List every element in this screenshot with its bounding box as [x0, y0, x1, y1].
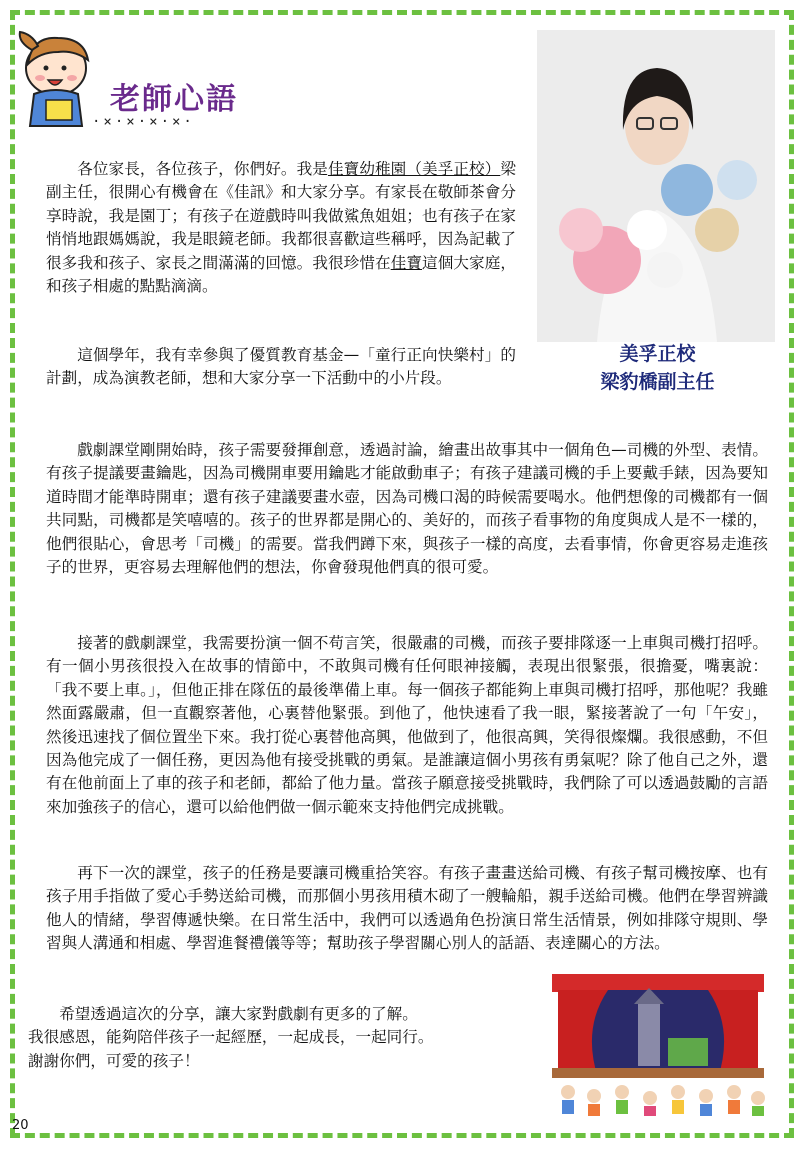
- closing-line-3: 謝謝你們，可愛的孩子！: [28, 1051, 200, 1070]
- paragraph-4: 接著的戲劇課堂，我需要扮演一個不苟言笑，很嚴肅的司機，而孩子要排隊逐一上車與司機打招呼。有一個小男孩很投入在故事的情節中，不敢與司機有任何眼神接觸，表現出很緊張，很擔憂，嘴裏說：「我不要上車。」，但他正排在隊伍的最後準備上車。每一個孩子都能夠上車與司機打招呼，那他呢？我雖然面露嚴肅，但一直觀察著他，心裏替他緊張。到他了，他快速看了我一眼，緊接著說了一句「午安」，然後迅速找了個位置坐下來。我打從心裏替他高興，他做到了，他很高興，笑得很燦爛。我很感動，不但因為他完成了一個任務，更因為他有接受挑戰的勇氣。是誰讓這個小男孩有勇氣呢？除了他自己之外，還有在他前面上了車的孩子和老師，都給了他力量。當孩子願意接受挑戰時，我們除了可以透過鼓勵的言語來加強孩子的信心，還可以給他們做一個示範來支持他們完成挑戰。: [46, 634, 768, 816]
- title-decoration: ·×·×·×·×·: [92, 114, 195, 130]
- paragraph-3: 戲劇課堂剛開始時，孩子需要發揮創意，透過討論，繪畫出故事其中一個角色—司機的外型、表情。有孩子提議要畫鑰匙，因為司機開車要用鑰匙才能啟動車子；有孩子建議司機的手上要戴手錶，因為要知道時間才能準時開車；還有孩子建議要畫水壺，因為司機口渴的時候需要喝水。他們想像的司機都有一個共同點，司機都是笑嘻嘻的。孩子的世界都是開心的、美好的，而孩子看事物的角度與成人是不一樣的，他們很貼心，會思考「司機」的需要。當我們蹲下來，與孩子一樣的高度，去看事情，你會更容易走進孩子的世界，更容易去理解他們的想法，你會發現他們真的很可愛。: [46, 441, 768, 577]
- closing-line-1: 希望透過這次的分享，讓大家對戲劇有更多的了解。: [59, 1005, 418, 1023]
- teacher-mascot-icon: [18, 28, 106, 128]
- profile-caption: [540, 340, 775, 396]
- paragraph-2: 這個學年，我有幸參與了優質教育基金—「童行正向快樂村」的計劃，成為演教老師，想和大家分享一下活動中的小片段。: [46, 346, 516, 388]
- paragraph-1: [46, 158, 516, 298]
- caption-school: 美孚正校: [619, 343, 696, 365]
- page-number: 20: [12, 1118, 29, 1133]
- family-name-underlined: 佳寶: [390, 253, 423, 272]
- theater-stage-illustration: [538, 968, 778, 1118]
- closing-paragraph: [28, 1003, 433, 1073]
- paragraph-1-part-b: 梁副主任，很開心有機會在《佳訊》和大家分享。有家長在敬師茶會分享時說，我是園丁；有孩子在遊戲時叫我做鯊魚姐姐；也有孩子在家悄悄地跟媽媽說，我是眼鏡老師。我都很喜歡這些稱呼，因為記載了很多我和孩子、家長之間滿滿的回憶。我很珍惜在: [46, 160, 516, 272]
- closing-line-2: 我很感恩，能夠陪伴孩子一起經歷，一起成長，一起同行。: [28, 1028, 434, 1047]
- paragraph-1-part-c: 這個大家庭，和孩子相處的點點滴滴。: [46, 253, 516, 296]
- paragraph-1-part-a: 各位家長，各位孩子，你們好。我是: [77, 160, 328, 178]
- page-title: 老師心語: [110, 82, 238, 117]
- caption-name: 梁豹橋副主任: [600, 371, 715, 393]
- school-name-underlined: 佳寶幼稚園（美孚正校）: [327, 160, 501, 178]
- teacher-photo: [537, 30, 775, 342]
- paragraph-5: 再下一次的課堂，孩子的任務是要讓司機重拾笑容。有孩子畫畫送給司機、有孩子幫司機按摩、也有孩子用手指做了愛心手勢送給司機，而那個小男孩用積木砌了一艘輪船，親手送給司機。他們在學習辨識他人的情緒，學習傳遞快樂。在日常生活中，我們可以透過角色扮演日常生活情景，例如排隊守規則、學習與人溝通和相處、學習進餐禮儀等等；幫助孩子學習關心別人的話語、表達關心的方法。: [46, 864, 768, 953]
